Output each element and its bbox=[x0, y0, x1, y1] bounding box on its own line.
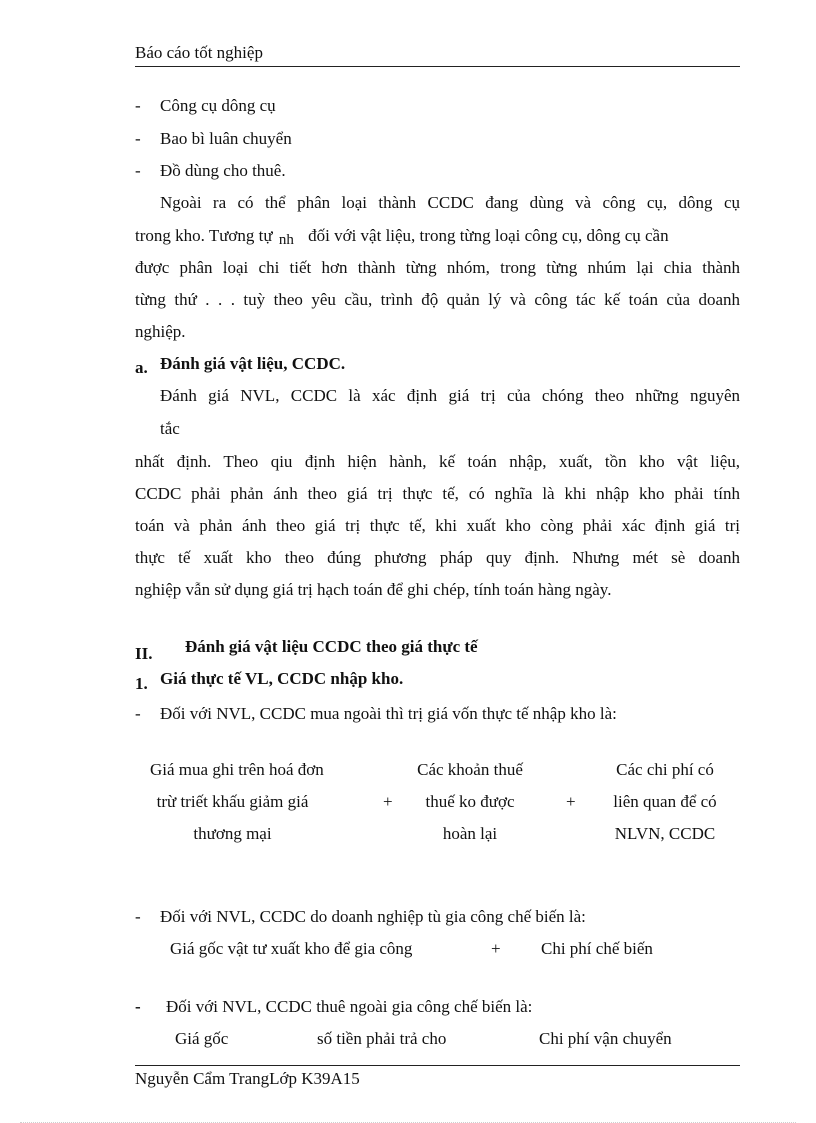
list-item: Bao bì luân chuyển bbox=[160, 129, 292, 148]
formula-term: Chi phí chế biến bbox=[541, 939, 653, 958]
formula-term: Chi phí vận chuyển bbox=[539, 1029, 672, 1048]
paragraph-line: tắc bbox=[160, 419, 180, 438]
paragraph-line: trong kho. Tương tự nh đối với vật liệu, trong từng loại công cụ, dông cụ cần bbox=[135, 226, 669, 248]
section-marker: a. bbox=[135, 358, 148, 377]
paragraph-line: Ngoài ra có thể phân loại thành CCDC đang dùng và công cụ, dông cụ bbox=[160, 193, 740, 212]
formula-term: số tiền phải trả cho bbox=[317, 1029, 447, 1048]
list-dash: - bbox=[135, 161, 141, 180]
paragraph-line: thực tế xuất kho theo đúng phương pháp quy định. Nhưng mét sè doanh bbox=[135, 548, 740, 567]
list-item: Công cụ dông cụ bbox=[160, 96, 276, 115]
footer-text: Nguyễn Cẩm TrangLớp K39A15 bbox=[135, 1069, 360, 1088]
list-dash: - bbox=[135, 907, 141, 926]
formula-term: NLVN, CCDC bbox=[614, 824, 716, 843]
list-dash: - bbox=[135, 997, 141, 1016]
formula-term: hoàn lại bbox=[442, 824, 498, 843]
formula-term: Giá gốc bbox=[175, 1029, 229, 1048]
formula-term: thương mại bbox=[193, 824, 272, 843]
formula-term: liên quan để có bbox=[613, 792, 717, 811]
footer-rule bbox=[135, 1065, 740, 1066]
plus-sign: + bbox=[383, 792, 393, 811]
list-dash: - bbox=[135, 704, 141, 723]
paragraph-line: nghiệp. bbox=[135, 322, 186, 341]
section-title: Đánh giá vật liệu, CCDC. bbox=[160, 354, 346, 373]
paragraph-line: CCDC phải phản ánh theo giá trị thực tế, có nghĩa là khi nhập kho phải tính bbox=[135, 484, 740, 503]
outsourced-item: Đối với NVL, CCDC thuê ngoài gia công chế biến là: bbox=[166, 997, 533, 1016]
paragraph-line: nghiệp vẫn sử dụng giá trị hạch toán để ghi chép, tính toán hàng ngày. bbox=[135, 580, 612, 599]
section-marker: 1. bbox=[135, 674, 148, 693]
formula-term: trừ triết khấu giảm giá bbox=[156, 792, 309, 811]
formula-term: Giá gốc vật tư xuất kho để gia công bbox=[170, 939, 413, 958]
header-rule bbox=[135, 66, 740, 67]
paragraph-line: được phân loại chi tiết hơn thành từng nhóm, trong từng nhúm lại chia thành bbox=[135, 258, 740, 277]
formula-term: thuế ko được bbox=[425, 792, 515, 811]
formula-term: Giá mua ghi trên hoá đơn bbox=[150, 760, 324, 779]
section-marker: II. bbox=[135, 644, 153, 663]
section-title: Đánh giá vật liệu CCDC theo giá thực tế bbox=[185, 637, 478, 656]
paragraph-line: từng thứ . . . tuỳ theo yêu cầu, trình độ quản lý và công tác kế toán của doanh bbox=[135, 290, 740, 309]
plus-sign: + bbox=[566, 792, 576, 811]
list-item: Đồ dùng cho thuê. bbox=[160, 161, 286, 180]
paragraph-line: Đánh giá NVL, CCDC là xác định giá trị của chóng theo những nguyên bbox=[160, 386, 740, 405]
section-title: Giá thực tế VL, CCDC nhập kho. bbox=[160, 669, 404, 688]
plus-sign: + bbox=[491, 939, 501, 958]
formula-term: Các khoản thuế bbox=[417, 760, 523, 779]
self-processing-item: Đối với NVL, CCDC do doanh nghiệp tù gia công chế biến là: bbox=[160, 907, 586, 926]
paragraph-line: nhất định. Theo qiu định hiện hành, kế toán nhập, xuất, tồn kho vật liệu, bbox=[135, 452, 740, 471]
list-dash: - bbox=[135, 96, 141, 115]
list-dash: - bbox=[135, 129, 141, 148]
purchase-item: Đối với NVL, CCDC mua ngoài thì trị giá vốn thực tế nhập kho là: bbox=[160, 704, 617, 723]
header-title: Báo cáo tốt nghiệp bbox=[135, 43, 263, 62]
paragraph-line: toán và phản ánh theo giá trị thực tế, khi xuất kho còng phải xác định giá trị bbox=[135, 516, 740, 535]
formula-term: Các chi phí có bbox=[616, 760, 714, 779]
